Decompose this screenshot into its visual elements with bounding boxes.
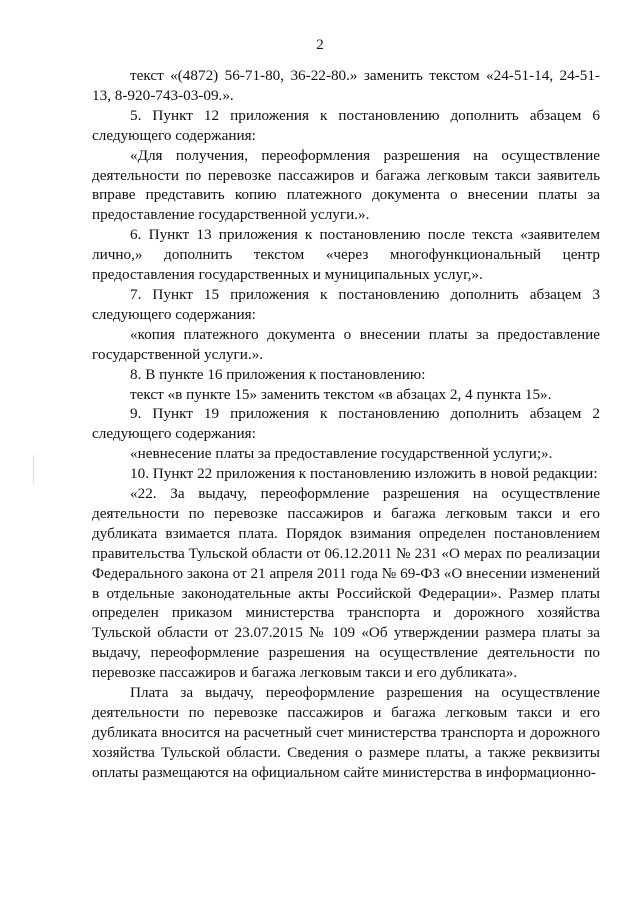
paragraph-phone-replacement: текст «(4872) 56-71-80, 36-22-80.» заменить текстом «24-51-14, 24-51-13, 8-920-743-03-09.». <box>92 67 600 104</box>
paragraph-item-10: 10. Пункт 22 приложения к постановлению изложить в новой редакции: <box>130 465 598 483</box>
paragraph-item-6: 6. Пункт 13 приложения к постановлению после текста «заявителем лично,» дополнить текстом «через многофункциональный центр предоставления государственных и муниципальных услуг,». <box>92 226 600 284</box>
margin-scan-mark <box>33 455 34 483</box>
paragraph-item-8-text: текст «в пункте 15» заменить текстом «в абзацах 2, 4 пункта 15». <box>130 385 552 403</box>
document-body <box>92 66 600 783</box>
paragraph-item-7-quote: «копия платежного документа о внесении платы за предоставление государственной услуги.». <box>92 325 600 363</box>
page-number: 2 <box>316 37 324 53</box>
paragraph-item-22-quote: «22. За выдачу, переоформление разрешения на осуществление деятельности по перевозке пассажиров и багажа легковым такси и его дубликата взимается плата. Порядок взимания определен постановлением правительства Тульской области от 06.12.2011 № 231 «О мерах по реализации Федерального закона от 21 апреля 2011 года № 69-ФЗ «О внесении изменений в отдельные законодательные акты Российской Федерации». Размер платы определен приказом министерства транспорта и дорожного хозяйства Тульской области от 23.07.2015 № 109 «Об утверждении размера платы за выдачу, переоформление разрешения на осуществление деятельности по перевозке пассажиров и багажа легковым такси и его дубликата». <box>92 485 600 682</box>
paragraph-payment-details: Плата за выдачу, переоформление разрешения на осуществление деятельности по перевозке пассажиров и багажа легковым такси и его дубликата вносится на расчетный счет министерства транспорта и дорожного хозяйства Тульской области. Сведения о размере платы, а также реквизиты оплаты размещаются на официальном сайте министерства в информационно- <box>92 684 600 781</box>
paragraph-item-9: 9. Пункт 19 приложения к постановлению дополнить абзацем 2 следующего содержания: <box>92 405 600 443</box>
paragraph-item-7: 7. Пункт 15 приложения к постановлению дополнить абзацем 3 следующего содержания: <box>92 285 600 323</box>
paragraph-item-8: 8. В пункте 16 приложения к постановлению: <box>130 365 426 383</box>
paragraph-item-5: 5. Пункт 12 приложения к постановлению дополнить абзацем 6 следующего содержания: <box>92 106 600 144</box>
paragraph-item-9-quote: «невнесение платы за предоставление государственной услуги;». <box>130 445 553 463</box>
paragraph-item-5-quote: «Для получения, переоформления разрешения на осуществление деятельности по перевозке пассажиров и багажа легковым такси заявитель вправе представить копию платежного документа о внесении платы за предоставление государственной услуги.». <box>92 146 600 224</box>
